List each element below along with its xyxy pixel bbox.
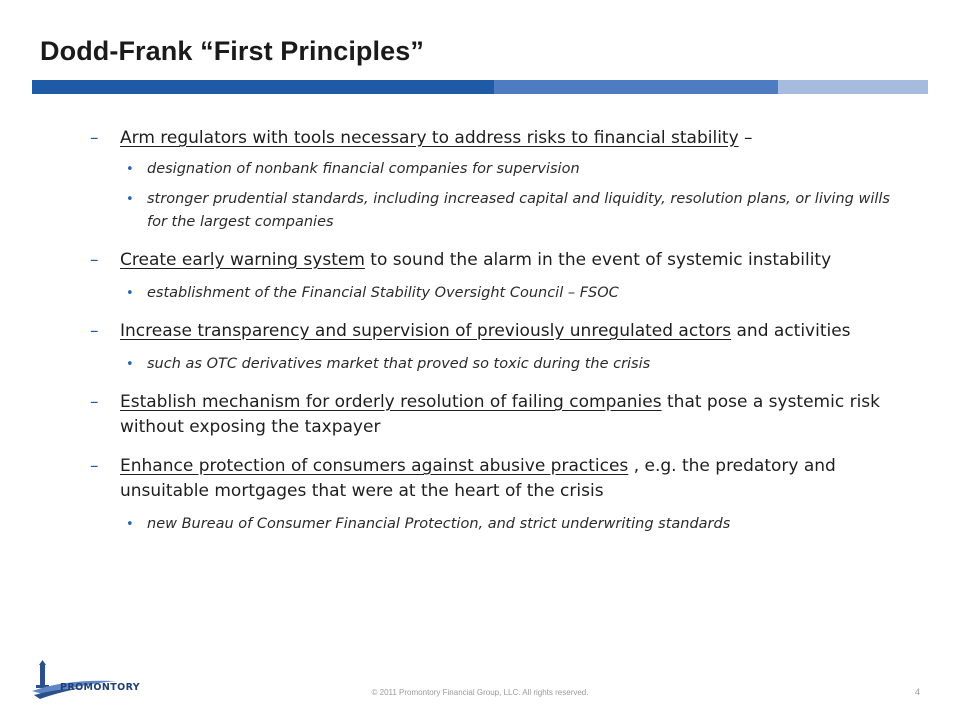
- bullet-icon: •: [126, 192, 134, 207]
- principle-text: that pose a systemic risk without exposing the taxpayer: [120, 392, 881, 437]
- sub-bullet: [90, 188, 890, 234]
- dash-marker: –: [90, 250, 99, 270]
- sub-bullet: [90, 158, 890, 181]
- sub-bullet-text: establishment of the Financial Stability Oversight Council – FSOC: [147, 285, 619, 301]
- logo-wordmark: PROMONTORY: [60, 682, 141, 693]
- principle-item: [90, 390, 890, 440]
- principles-list: [90, 126, 890, 536]
- principle-item: [90, 454, 890, 504]
- principle-item: [90, 248, 890, 273]
- bullet-icon: •: [126, 517, 134, 532]
- principle-key-phrase: Create early warning system: [120, 250, 365, 270]
- principle-item: [90, 126, 890, 151]
- sub-bullet-text: such as OTC derivatives market that proved so toxic during the crisis: [147, 356, 651, 372]
- accent-bar-segment-mid: [494, 80, 778, 94]
- principle-key-phrase: Increase transparency and supervision of previously unregulated actors: [120, 321, 732, 341]
- dash-marker: –: [90, 128, 99, 148]
- sub-bullet-text: stronger prudential standards, including increased capital and liquidity, resolution plans, or living wills for the largest companies: [147, 191, 890, 230]
- principle-text: and activities: [731, 321, 851, 341]
- principle-key-phrase: Arm regulators with tools necessary to address risks to financial stability: [120, 128, 739, 148]
- principle-text: –: [738, 128, 753, 148]
- promontory-logo: [26, 657, 176, 705]
- sub-bullet: [90, 353, 890, 376]
- dash-marker: –: [90, 456, 99, 476]
- title-accent-bar: [32, 80, 928, 94]
- accent-bar-segment-dark: [32, 80, 494, 94]
- page-number: 4: [915, 687, 921, 697]
- slide-title: Dodd-Frank “First Principles”: [40, 36, 424, 66]
- sub-bullet: [90, 282, 890, 305]
- principle-key-phrase: Enhance protection of consumers against abusive practices: [120, 456, 629, 476]
- bullet-icon: •: [126, 357, 134, 372]
- bullet-icon: •: [126, 286, 134, 301]
- sub-bullet-text: designation of nonbank financial companies for supervision: [147, 161, 580, 177]
- sub-bullet: [90, 513, 890, 536]
- principle-text: , e.g. the predatory and unsuitable mortgages that were at the heart of the crisis: [120, 456, 836, 501]
- principle-key-phrase: Establish mechanism for orderly resolution of failing companies: [120, 392, 662, 412]
- copyright-notice: © 2011 Promontory Financial Group, LLC. All rights reserved.: [371, 688, 589, 697]
- principle-item: [90, 319, 890, 344]
- accent-bar-segment-light: [778, 80, 928, 94]
- lighthouse-icon: [40, 665, 45, 687]
- sub-bullet-text: new Bureau of Consumer Financial Protection, and strict underwriting standards: [147, 516, 731, 532]
- principle-text: to sound the alarm in the event of systemic instability: [364, 250, 832, 270]
- dash-marker: –: [90, 392, 99, 412]
- dash-marker: –: [90, 321, 99, 341]
- bullet-icon: •: [126, 162, 134, 177]
